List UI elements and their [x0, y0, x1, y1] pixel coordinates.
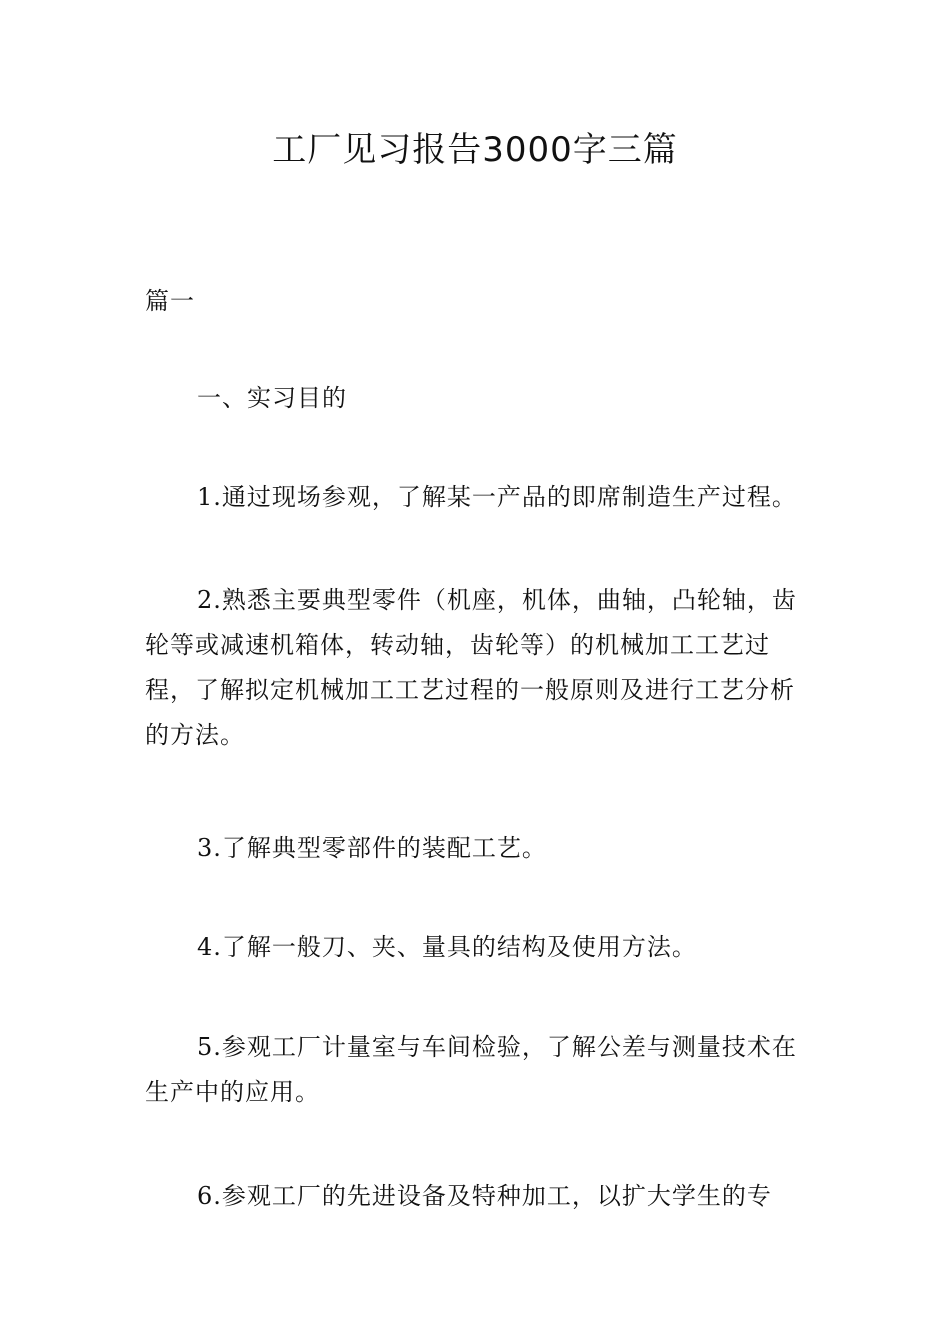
section-label: 篇一	[145, 287, 195, 315]
section-heading: 一、实习目的	[197, 384, 347, 412]
document-title: 工厂见习报告3000字三篇	[272, 130, 678, 170]
paragraph-5: 5.参观工厂计量室与车间检验，了解公差与测量技术在生产中的应用。	[145, 1033, 797, 1106]
paragraph-1: 1.通过现场参观，了解某一产品的即席制造生产过程。	[197, 483, 797, 511]
paragraph-3: 3.了解典型零部件的装配工艺。	[197, 834, 547, 862]
paragraph-4: 4.了解一般刀、夹、量具的结构及使用方法。	[197, 933, 697, 961]
paragraph-2: 2.熟悉主要典型零件（机座，机体，曲轴，凸轮轴，齿轮等或减速机箱体，转动轴，齿轮等）的机械加工工艺过程，了解拟定机械加工工艺过程的一般原则及进行工艺分析的方法。	[145, 586, 797, 749]
paragraph-6: 6.参观工厂的先进设备及特种加工，以扩大学生的专	[197, 1182, 772, 1210]
